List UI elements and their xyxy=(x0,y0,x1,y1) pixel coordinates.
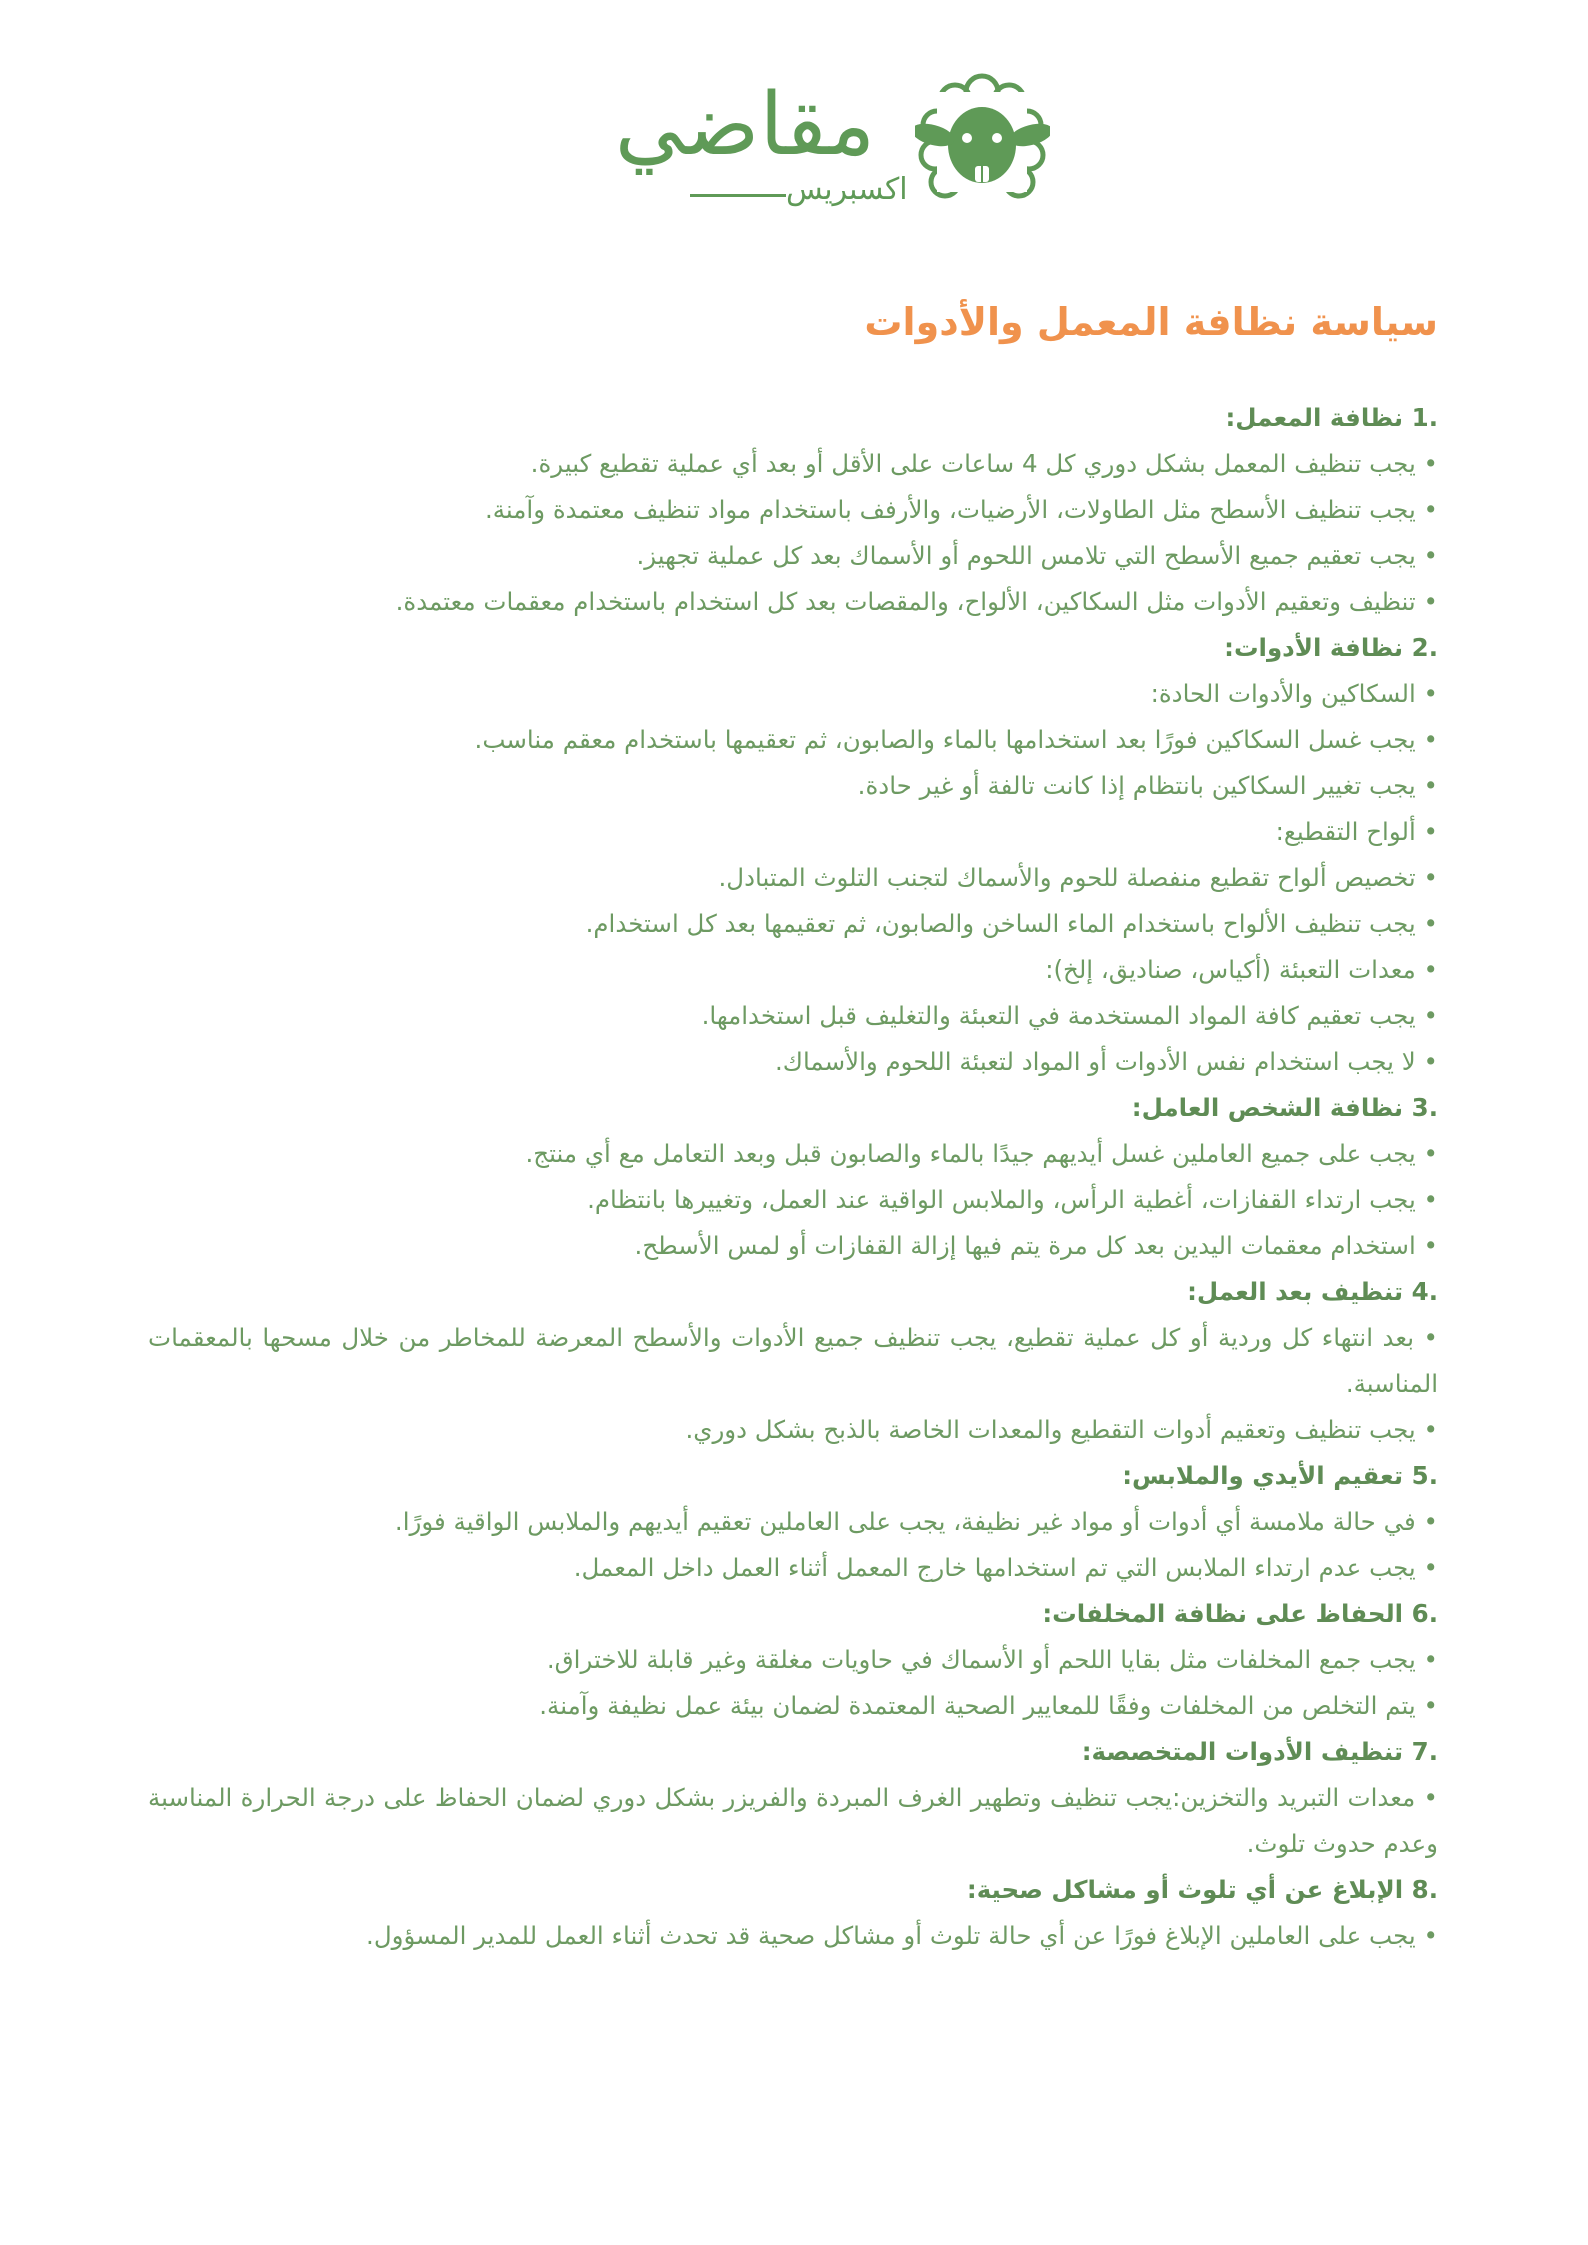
section-title: نظافة الأدوات: xyxy=(1224,633,1404,662)
list-item: • يجب غسل السكاكين فورًا بعد استخدامها بالماء والصابون، ثم تعقيمها باستخدام معقم مناسب. xyxy=(474,725,1438,754)
brand-logo xyxy=(580,70,1050,220)
section-title: الإبلاغ عن أي تلوث أو مشاكل صحية: xyxy=(966,1875,1404,1904)
section-number: .5 xyxy=(1411,1461,1438,1490)
list-item: • يتم التخلص من المخلفات وفقًا للمعايير الصحية المعتمدة لضمان بيئة عمل نظيفة وآمنة. xyxy=(539,1691,1438,1720)
list-item: • يجب تنظيف الأسطح مثل الطاولات، الأرضيات، والأرفف باستخدام مواد تنظيف معتمدة وآمنة. xyxy=(484,495,1438,524)
list-item: • في حالة ملامسة أي أدوات أو مواد غير نظيفة، يجب على العاملين تعقيم أيديهم والملابس الواقية فورًا. xyxy=(394,1507,1438,1536)
page-title: سياسة نظافة المعمل والأدوات xyxy=(864,300,1438,344)
list-item: • معدات التعبئة (أكياس، صناديق، إلخ): xyxy=(1045,955,1438,984)
list-item: • يجب ارتداء القفازات، أغطية الرأس، والملابس الواقية عند العمل، وتغييرها بانتظام. xyxy=(587,1185,1438,1214)
section-number: .2 xyxy=(1411,633,1438,662)
section-title: تعقيم الأيدي والملابس: xyxy=(1122,1461,1404,1490)
list-item: • بعد انتهاء كل وردية أو كل عملية تقطيع، يجب تنظيف جميع الأدوات والأسطح المعرضة للمخاطر من خلال مسحها بالمعقمات المناسبة. xyxy=(148,1323,1438,1398)
list-item: • يجب على العاملين الإبلاغ فورًا عن أي حالة تلوث أو مشاكل صحية قد تحدث أثناء العمل للمدير المسؤول. xyxy=(366,1921,1438,1950)
logo-subtitle xyxy=(580,170,910,210)
list-item: • تخصيص ألواح تقطيع منفصلة للحوم والأسماك لتجنب التلوث المتبادل. xyxy=(718,863,1438,892)
list-item: • يجب تعقيم جميع الأسطح التي تلامس اللحوم أو الأسماك بعد كل عملية تجهيز. xyxy=(636,541,1438,570)
list-item: • يجب جمع المخلفات مثل بقايا اللحم أو الأسماك في حاويات مغلقة وغير قابلة للاختراق. xyxy=(546,1645,1438,1674)
section-heading xyxy=(148,1867,1438,1913)
section-heading xyxy=(148,1085,1438,1131)
section-title: نظافة المعمل: xyxy=(1225,403,1404,432)
policy-body xyxy=(148,395,1438,1959)
section-number: .1 xyxy=(1411,403,1438,432)
section-heading xyxy=(148,1269,1438,1315)
section-title: الحفاظ على نظافة المخلفات: xyxy=(1042,1599,1404,1628)
list-item: • يجب على جميع العاملين غسل أيديهم جيدًا بالماء والصابون قبل وبعد التعامل مع أي منتج. xyxy=(525,1139,1438,1168)
section-heading xyxy=(148,395,1438,441)
section-number: .6 xyxy=(1411,1599,1438,1628)
list-item: • استخدام معقمات اليدين بعد كل مرة يتم فيها إزالة القفازات أو لمس الأسطح. xyxy=(634,1231,1438,1260)
list-item: • معدات التبريد والتخزين:يجب تنظيف وتطهير الغرف المبردة والفريزر بشكل دوري لضمان الحفاظ على درجة الحرارة المناسبة وعدم حدوث تلوث. xyxy=(148,1783,1438,1858)
logo-rule xyxy=(690,194,786,197)
list-item: • لا يجب استخدام نفس الأدوات أو المواد لتعبئة اللحوم والأسماك. xyxy=(774,1047,1438,1076)
section-heading xyxy=(148,625,1438,671)
list-item: • يجب تغيير السكاكين بانتظام إذا كانت تالفة أو غير حادة. xyxy=(857,771,1438,800)
list-item: • يجب تنظيف وتعقيم أدوات التقطيع والمعدات الخاصة بالذبح بشكل دوري. xyxy=(685,1415,1438,1444)
section-number: .8 xyxy=(1411,1875,1438,1904)
section-heading xyxy=(148,1729,1438,1775)
section-title: نظافة الشخص العامل: xyxy=(1131,1093,1404,1122)
section-number: .3 xyxy=(1411,1093,1438,1122)
logo-subtitle-text: اكسبريس xyxy=(786,172,908,207)
section-heading xyxy=(148,1591,1438,1637)
section-heading xyxy=(148,1453,1438,1499)
list-item: • تنظيف وتعقيم الأدوات مثل السكاكين، الألواح، والمقصات بعد كل استخدام باستخدام معقمات معتمدة. xyxy=(395,587,1438,616)
section-title: تنظيف الأدوات المتخصصة: xyxy=(1081,1737,1404,1766)
list-item: • ألواح التقطيع: xyxy=(1275,817,1438,846)
list-item: • يجب تنظيف المعمل بشكل دوري كل 4 ساعات على الأقل أو بعد أي عملية تقطيع كبيرة. xyxy=(530,449,1438,478)
logo-wordmark: مقاضي xyxy=(614,75,876,175)
list-item: • يجب تعقيم كافة المواد المستخدمة في التعبئة والتغليف قبل استخدامها. xyxy=(701,1001,1438,1030)
sheep-logo-icon xyxy=(915,70,1050,210)
list-item: • يجب تنظيف الألواح باستخدام الماء الساخن والصابون، ثم تعقيمها بعد كل استخدام. xyxy=(585,909,1438,938)
list-item: • يجب عدم ارتداء الملابس التي تم استخدامها خارج المعمل أثناء العمل داخل المعمل. xyxy=(573,1553,1438,1582)
section-number: .7 xyxy=(1411,1737,1438,1766)
section-title: تنظيف بعد العمل: xyxy=(1187,1277,1404,1306)
section-number: .4 xyxy=(1411,1277,1438,1306)
list-item: • السكاكين والأدوات الحادة: xyxy=(1150,679,1438,708)
